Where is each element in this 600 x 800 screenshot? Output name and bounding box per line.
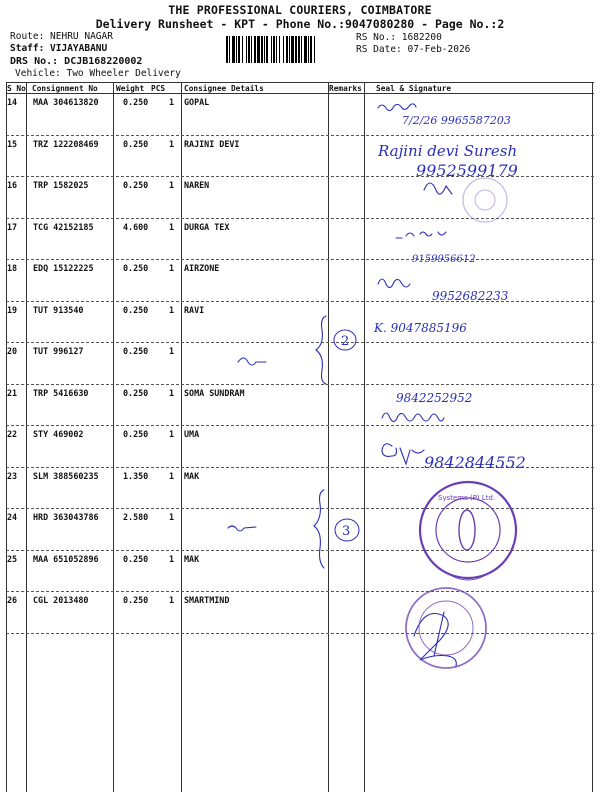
drs-number: DRS No.: DCJB168220002 [10, 56, 143, 67]
barcode-bar [238, 36, 240, 63]
document-title: THE PROFESSIONAL COURIERS, COIMBATORE [168, 3, 432, 17]
route-label: Route: NEHRU NAGAR [10, 31, 113, 42]
barcode-bar [264, 36, 265, 63]
row-sno: 18 [7, 263, 18, 273]
column-header-sno: S No [7, 84, 26, 93]
row-consignment-no: TCG 42152185 [33, 221, 94, 232]
table-row [6, 93, 594, 135]
table-row [6, 384, 594, 426]
table-row [6, 591, 594, 633]
row-weight: 0.250 [123, 429, 149, 439]
handwritten-phone: 9842844552 [424, 453, 526, 472]
table-row [6, 342, 594, 384]
handwritten-phone: 9159956612 [412, 254, 476, 265]
row-sno: 15 [7, 138, 18, 149]
barcode-bar [246, 36, 247, 63]
row-sno: 24 [7, 512, 18, 522]
row-pcs: 1 [169, 512, 175, 522]
table-row [6, 508, 594, 550]
barcode-bar [261, 36, 263, 63]
row-pcs: 1 [169, 387, 175, 398]
barcode-bar [286, 36, 288, 63]
row-consignee: DURGA TEX [184, 221, 230, 232]
column-header-consignee: Consignee Details [184, 84, 264, 93]
row-consignment-no: STY 469002 [33, 429, 84, 439]
row-weight: 2.580 [123, 512, 149, 522]
column-header-weight: Weight [116, 84, 145, 93]
row-consignment-no: MAA 651052896 [33, 553, 99, 564]
row-weight: 0.250 [123, 263, 149, 273]
stamp-text: Systems (P) Ltd. [438, 494, 496, 502]
row-sno: 26 [7, 595, 18, 605]
row-weight: 0.250 [123, 595, 149, 605]
row-pcs: 1 [169, 595, 175, 605]
circled-number-text: 3 [342, 524, 351, 539]
row-consignee: MAK [184, 470, 200, 481]
row-consignee: GOPAL [184, 97, 210, 107]
row-pcs: 1 [169, 180, 175, 190]
row-consignment-no: TRP 5416630 [33, 387, 89, 398]
row-consignee: AIRZONE [184, 263, 220, 273]
barcode-bar [298, 36, 300, 63]
row-pcs: 1 [169, 429, 175, 439]
table-row [6, 467, 594, 509]
barcode-bar [310, 36, 312, 63]
row-consignment-no: TRZ 122208469 [33, 138, 99, 149]
column-header-seal: Seal & Signature [376, 84, 452, 93]
barcode-bar [291, 36, 294, 63]
column-header-remarks: Remarks [329, 84, 362, 93]
row-weight: 0.250 [123, 138, 149, 149]
row-sno: 25 [7, 553, 18, 564]
row-weight: 0.250 [123, 97, 149, 107]
row-pcs: 1 [169, 346, 175, 356]
barcode-bar [295, 36, 297, 63]
barcode-bar [232, 36, 235, 63]
row-consignee: SOMA SUNDRAM [184, 387, 245, 398]
table-row [6, 301, 594, 343]
row-weight: 4.600 [123, 221, 149, 232]
row-consignment-no: EDQ 15122225 [33, 263, 94, 273]
row-weight: 0.250 [123, 304, 149, 315]
row-weight: 0.250 [123, 387, 149, 398]
table-row [6, 176, 594, 218]
barcode-bar [257, 36, 260, 63]
row-pcs: 1 [169, 553, 175, 564]
row-sno: 16 [7, 180, 18, 190]
column-header-pcs: PCS [151, 84, 166, 93]
rs-date: RS Date: 07-Feb-2026 [356, 44, 471, 55]
row-consignment-no: HRD 363043786 [33, 512, 99, 522]
barcode-bar [229, 36, 230, 63]
row-consignment-no: TUT 913540 [33, 304, 84, 315]
barcode-bar [248, 36, 250, 63]
row-pcs: 1 [169, 470, 175, 481]
row-consignment-no: MAA 304613820 [33, 97, 99, 107]
staff-label: Staff: VIJAYABANU [10, 43, 108, 54]
barcode-image [226, 36, 352, 63]
row-consignee: RAVI [184, 304, 205, 315]
row-sno: 20 [7, 346, 18, 356]
runsheet-table [6, 82, 594, 792]
barcode-bar [251, 36, 252, 63]
row-pcs: 1 [169, 304, 175, 315]
row-consignment-no: TRP 1582025 [33, 180, 89, 190]
barcode-bar [304, 36, 307, 63]
barcode-bar [242, 36, 243, 63]
row-weight: 0.250 [123, 553, 149, 564]
barcode-bar [279, 36, 280, 63]
row-consignee: NAREN [184, 180, 210, 190]
row-divider [6, 633, 594, 634]
barcode-bar [283, 36, 284, 63]
rs-number: RS No.: 1682200 [356, 32, 442, 43]
row-consignee: UMA [184, 429, 200, 439]
barcode-bar [314, 36, 315, 63]
row-consignee: MAK [184, 553, 200, 564]
handwritten-name: Rajini devi Suresh [378, 142, 518, 160]
barcode-bar [276, 36, 277, 63]
handwritten-phone: 9842252952 [396, 391, 473, 405]
table-row [6, 425, 594, 467]
barcode-bar [254, 36, 256, 63]
row-pcs: 1 [169, 221, 175, 232]
circled-number-text: 2 [341, 334, 350, 349]
handwritten-name-phone: K. 9047885196 [374, 321, 467, 335]
row-sno: 19 [7, 304, 18, 315]
table-row [6, 259, 594, 301]
row-sno: 23 [7, 470, 18, 481]
table-border-top [6, 82, 594, 83]
row-sno: 17 [7, 221, 18, 232]
row-sno: 21 [7, 387, 18, 398]
row-sno: 22 [7, 429, 18, 439]
handwritten-phone: 9952682233 [432, 289, 509, 303]
barcode-bar [289, 36, 290, 63]
column-header-consignment: Consignment No [32, 84, 98, 93]
row-pcs: 1 [169, 138, 175, 149]
vehicle-label: Vehicle: Two Wheeler Delivery [15, 68, 181, 79]
row-weight: 0.250 [123, 346, 149, 356]
table-row [6, 218, 594, 260]
barcode-bar [226, 36, 228, 63]
row-sno: 14 [7, 97, 18, 107]
row-weight: 0.250 [123, 180, 149, 190]
row-pcs: 1 [169, 97, 175, 107]
row-consignee: RAJINI DEVI [184, 138, 240, 149]
row-consignee: SMARTMIND [184, 595, 230, 605]
document-subtitle: Delivery Runsheet - KPT - Phone No.:9047080280 - Page No.:2 [95, 17, 505, 31]
barcode-bar [266, 36, 268, 63]
barcode-bar [236, 36, 237, 63]
barcode-bar [271, 36, 272, 63]
row-consignment-no: SLM 388560235 [33, 470, 99, 481]
barcode-bar [308, 36, 309, 63]
handwritten-phone: 9952599179 [416, 161, 518, 180]
handwritten-date-phone: 7/2/26 9965587203 [402, 114, 511, 127]
row-weight: 1.350 [123, 470, 149, 481]
table-row [6, 135, 594, 177]
row-consignment-no: CGL 2013480 [33, 595, 89, 605]
barcode-bar [273, 36, 275, 63]
barcode-bar [301, 36, 302, 63]
row-consignment-no: TUT 996127 [33, 346, 84, 356]
row-pcs: 1 [169, 263, 175, 273]
table-row [6, 550, 594, 592]
